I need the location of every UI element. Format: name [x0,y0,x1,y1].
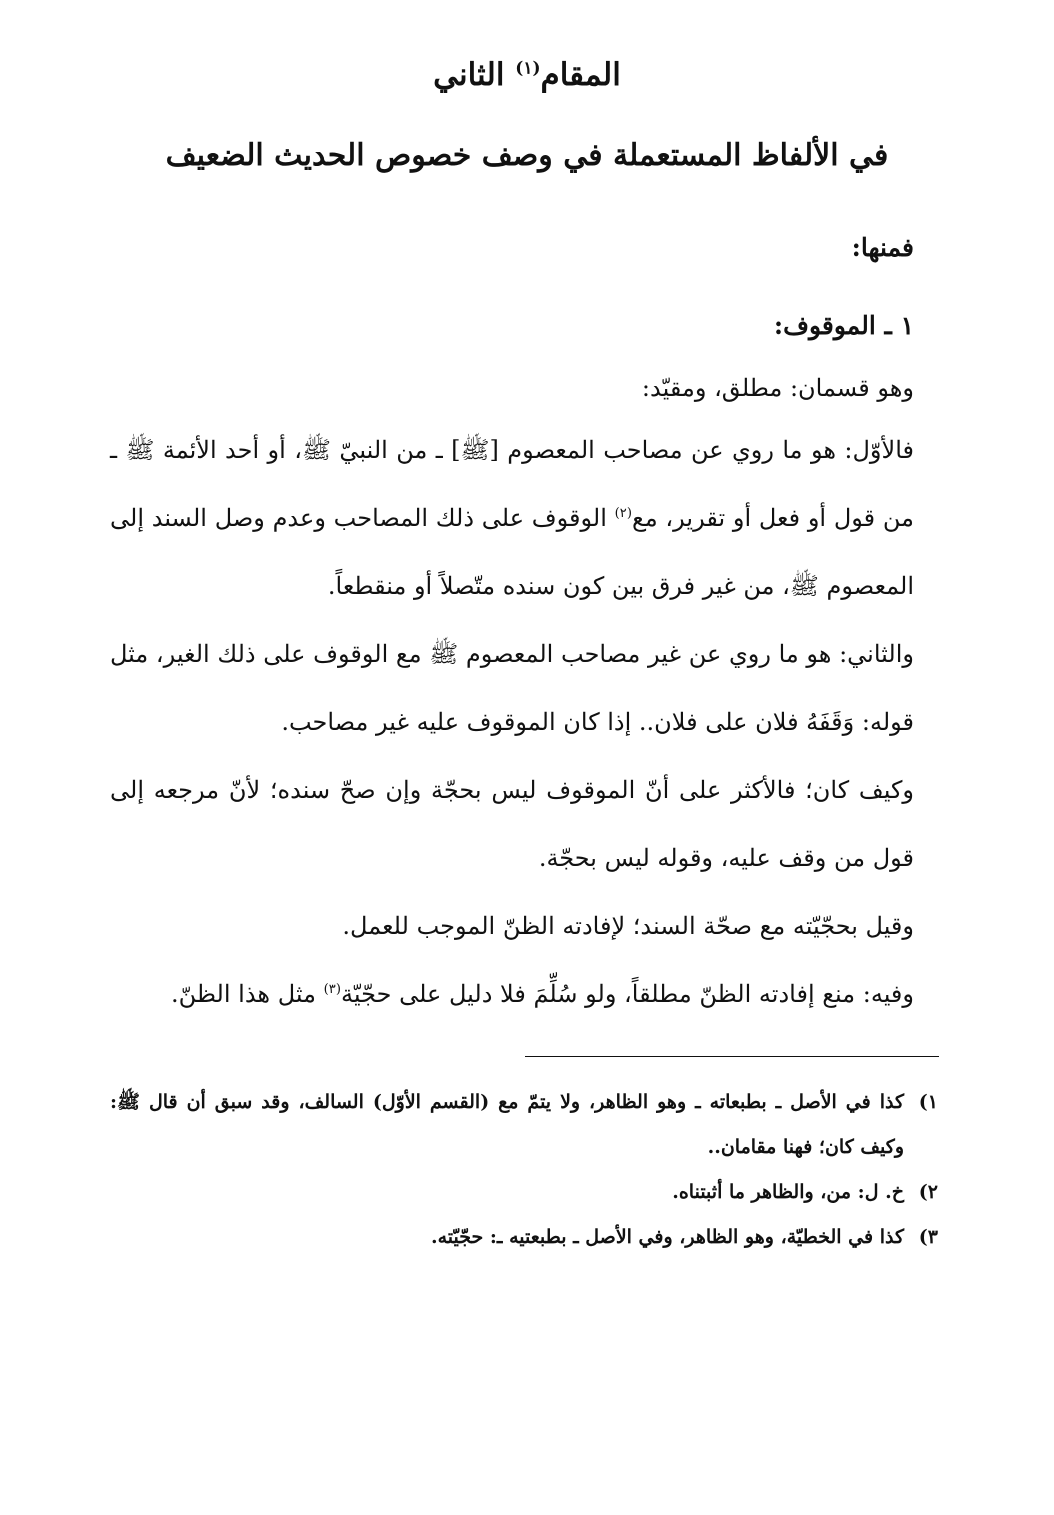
page-title [0,50,1054,100]
paragraph-second-type: والثاني: هو ما روي عن غير مصاحب المعصوم ﷺ مع الوقوف على ذلك الغير، مثل قوله: وَقَفَهُ فلان على فلان.. إذا كان الموقوف عليه غير مصاحب. [110,640,914,736]
footnote-number: ٢) [918,1181,938,1203]
title-rest: الثاني [433,57,505,93]
body-text [110,228,914,1028]
footnote-text: خ. ل: من، والظاهر ما أثبتناه. [672,1181,904,1203]
paragraph-division: وهو قسمان: مطلق، ومقيّد: [641,374,914,402]
paragraph-rebuttal [110,960,914,1028]
paragraph-opinion: وقيل بحجّيّته مع صحّة السند؛ لإفادته الظنّ الموجب للعمل. [342,912,914,940]
footnote-2 [110,1170,938,1215]
footnote-number: ١) [918,1091,938,1113]
intro-heading: فمنها: [851,233,914,262]
page-subtitle: في الألفاظ المستعملة في وصف خصوص الحديث الضعيف [165,138,889,173]
paragraph-first-type [110,416,914,620]
paragraph-first-type-part1: فالأوّل: هو ما روي عن مصاحب المعصوم [ﷺ] ـ من النبيّ ﷺ، أو أحد الأئمة ﷺ ـ من قول أو فعل أو تقرير، مع [110,436,915,532]
footnote-1 [110,1080,938,1170]
footnote-text: كذا في الخطيّة، وهو الظاهر، وفي الأصل ـ بطبعتيه ـ: حجّيّته. [430,1226,904,1248]
footnotes [110,1080,938,1260]
footnote-number: ٣) [918,1226,938,1248]
paragraph-rebuttal-part2: مثل هذا الظنّ. [170,980,324,1008]
footnote-divider [525,1056,939,1057]
section-heading: ١ ـ الموقوف: [773,311,914,340]
footnote-text: كذا في الأصل ـ بطبعاته ـ وهو الظاهر، ولا يتمّ مع (القسم الأوّل) السالف، وقد سبق أن قال ﷺ: وكيف كان؛ فهنا مقامان.. [110,1091,904,1158]
title-main: المقام [540,57,621,93]
title-footnote-marker: (١) [515,58,541,79]
paragraph-rebuttal-part1: وفيه: منع إفادته الظنّ مطلقاً، ولو سُلِّمَ فلا دليل على حجّيّة [341,980,914,1008]
footnote-marker-2: (٢) [614,506,633,521]
paragraph-ruling: وكيف كان؛ فالأكثر على أنّ الموقوف ليس بحجّة وإن صحّ سنده؛ لأنّ مرجعه إلى قول من وقف عليه، وقوله ليس بحجّة. [110,776,914,872]
footnote-marker-3: (٣) [323,982,342,997]
paragraph-first-type-part2: الوقوف على ذلك المصاحب وعدم وصل السند إلى المعصوم ﷺ، من غير فرق بين كون سنده متّصلاً أو منقطعاً. [110,504,914,600]
footnote-3 [110,1215,938,1260]
